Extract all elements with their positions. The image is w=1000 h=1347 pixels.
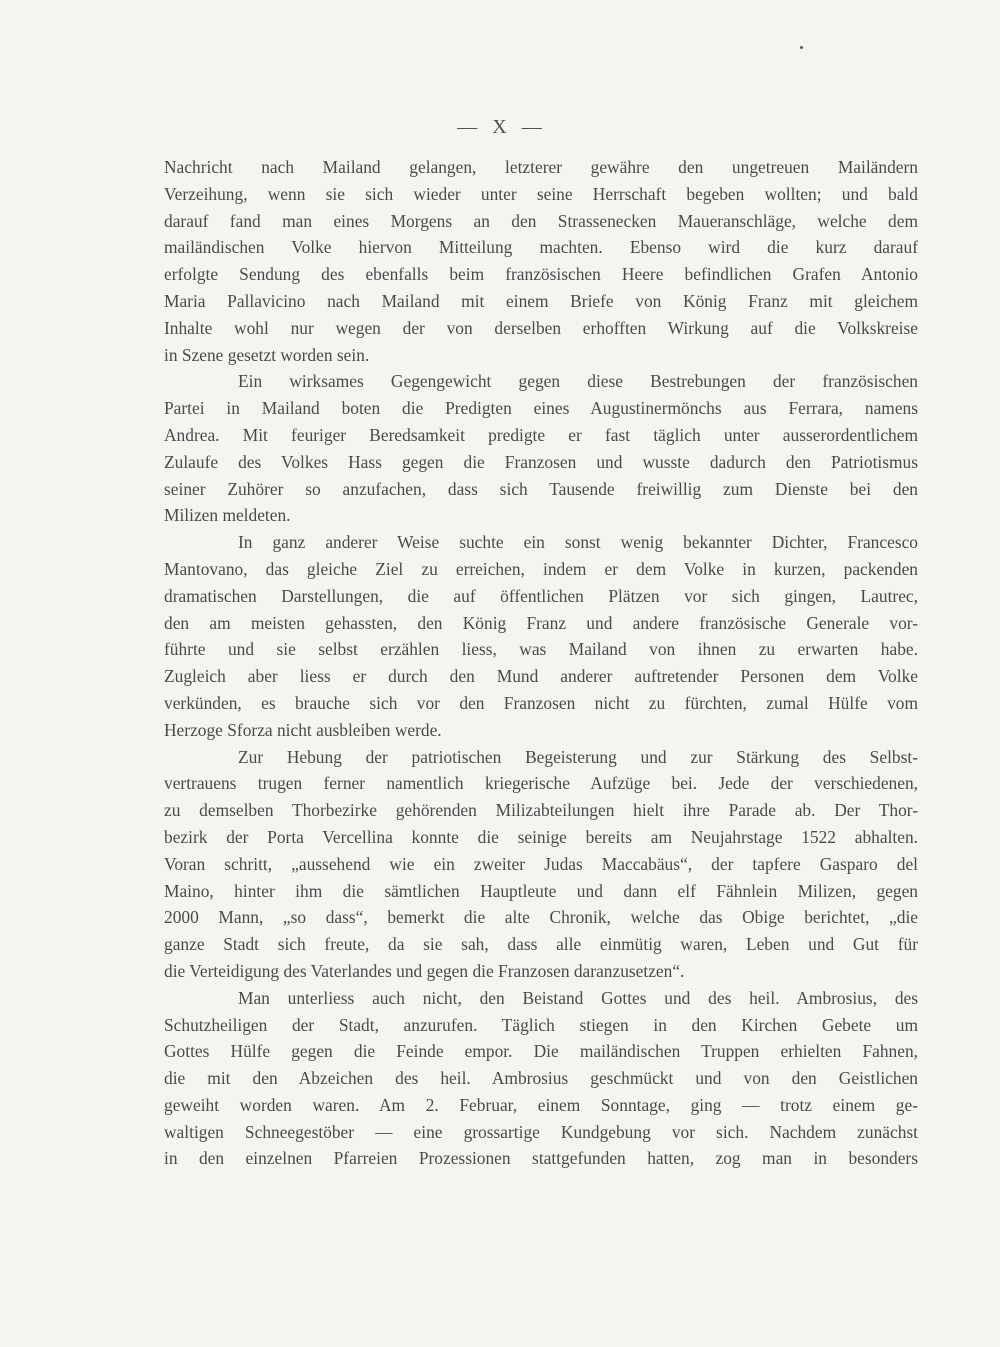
text-line: Gottes Hülfe gegen die Feinde empor. Die mailändischen Truppen erhielten Fahnen, (164, 1041, 918, 1062)
text-line: geweiht worden waren. Am 2. Februar, einem Sonntage, ging — trotz einem ge- (164, 1094, 918, 1115)
text-line: darauf fand man eines Morgens an den Strassenecken Maueranschläge, welche dem (164, 210, 918, 231)
text-line: Voran schritt, „aussehend wie ein zweiter Judas Maccabäus“, der tapfere Gasparo del (164, 853, 918, 874)
text-line: waltigen Schneegestöber — eine grossartige Kundgebung vor sich. Nachdem zunächst (164, 1121, 918, 1142)
text-line: In ganz anderer Weise suchte ein sonst wenig bekannter Dichter, Francesco (238, 532, 918, 553)
text-line: die mit den Abzeichen des heil. Ambrosius geschmückt und von den Geistlichen (164, 1068, 918, 1089)
dash-left: — (457, 116, 479, 138)
text-line: Zulaufe des Volkes Hass gegen die Franzosen und wusste dadurch den Patriotismus (164, 451, 918, 472)
paper-speck (800, 46, 803, 49)
text-line: erfolgte Sendung des ebenfalls beim französischen Heere befindlichen Grafen Antonio (164, 264, 918, 285)
text-line: Nachricht nach Mailand gelangen, letzterer gewähre den ungetreuen Mailändern (164, 157, 918, 177)
text-line: Andrea. Mit feuriger Beredsamkeit predigte er fast täglich unter ausserordentlichem (164, 424, 918, 445)
text-line: dramatischen Darstellungen, die auf öffentlichen Plätzen vor sich gingen, Lautrec, (164, 585, 918, 606)
text-line: seiner Zuhörer so anzufachen, dass sich Tausende freiwillig zum Dienste bei den (164, 478, 918, 499)
text-line: Maria Pallavicino nach Mailand mit einem Briefe von König Franz mit gleichem (164, 290, 918, 311)
text-line: Ein wirksames Gegengewicht gegen diese Bestrebungen der französischen (238, 371, 918, 392)
text-line: Mantovano, das gleiche Ziel zu erreichen, indem er dem Volke in kurzen, packenden (164, 558, 918, 579)
text-line: Zugleich aber liess er durch den Mund anderer auftretender Personen dem Volke (164, 666, 918, 687)
dash-right: — (521, 116, 543, 138)
text-line: Herzoge Sforza nicht ausbleiben werde. (164, 719, 442, 740)
text-line: Milizen meldeten. (164, 505, 291, 526)
text-line: die Verteidigung des Vaterlandes und gegen die Franzosen daranzusetzen“. (164, 960, 685, 981)
text-line: ganze Stadt sich freute, da sie sah, dass alle einmütig waren, Leben und Gut für (164, 934, 918, 955)
text-line: Inhalte wohl nur wegen der von derselben erhofften Wirkung auf die Volkskreise (164, 317, 918, 338)
text-line: zu demselben Thorbezirke gehörenden Milizabteilungen hielt ihre Parade ab. Der Thor- (164, 800, 918, 821)
text-line: vertrauens trugen ferner namentlich kriegerische Aufzüge bei. Jede der verschiedenen, (164, 773, 918, 794)
text-line: Zur Hebung der patriotischen Begeisterung und zur Stärkung des Selbst- (238, 746, 918, 767)
text-line: in den einzelnen Pfarreien Prozessionen stattgefunden hatten, zog man in besonders (164, 1148, 918, 1169)
page-number: X (492, 116, 508, 138)
text-line: 2000 Mann, „so dass“, bemerkt die alte Chronik, welche das Obige berichtet, „die (164, 907, 918, 928)
body-text (164, 154, 918, 1172)
text-line: führte und sie selbst erzählen liess, was Mailand von ihnen zu erwarten habe. (164, 639, 918, 660)
page-number-header (0, 116, 1000, 139)
text-line: bezirk der Porta Vercellina konnte die seinige bereits am Neujahrstage 1522 abhalten. (164, 826, 918, 847)
text-line: mailändischen Volke hiervon Mitteilung machten. Ebenso wird die kurz darauf (164, 237, 918, 258)
text-line: Maino, hinter ihm die sämtlichen Hauptleute und dann elf Fähnlein Milizen, gegen (164, 880, 918, 901)
text-line: den am meisten gehassten, den König Franz und andere französische Generale vor- (164, 612, 918, 633)
text-line: Verzeihung, wenn sie sich wieder unter seine Herrschaft begeben wollten; und bald (164, 183, 918, 204)
text-line: Man unterliess auch nicht, den Beistand Gottes und des heil. Ambrosius, des (238, 987, 918, 1008)
text-line: Schutzheiligen der Stadt, anzurufen. Täglich stiegen in den Kirchen Gebete um (164, 1014, 918, 1035)
text-line: in Szene gesetzt worden sein. (164, 344, 370, 365)
text-line: Partei in Mailand boten die Predigten eines Augustinermönchs aus Ferrara, namens (164, 398, 918, 419)
text-line: verkünden, es brauche sich vor den Franzosen nicht zu fürchten, zumal Hülfe vom (164, 692, 918, 713)
